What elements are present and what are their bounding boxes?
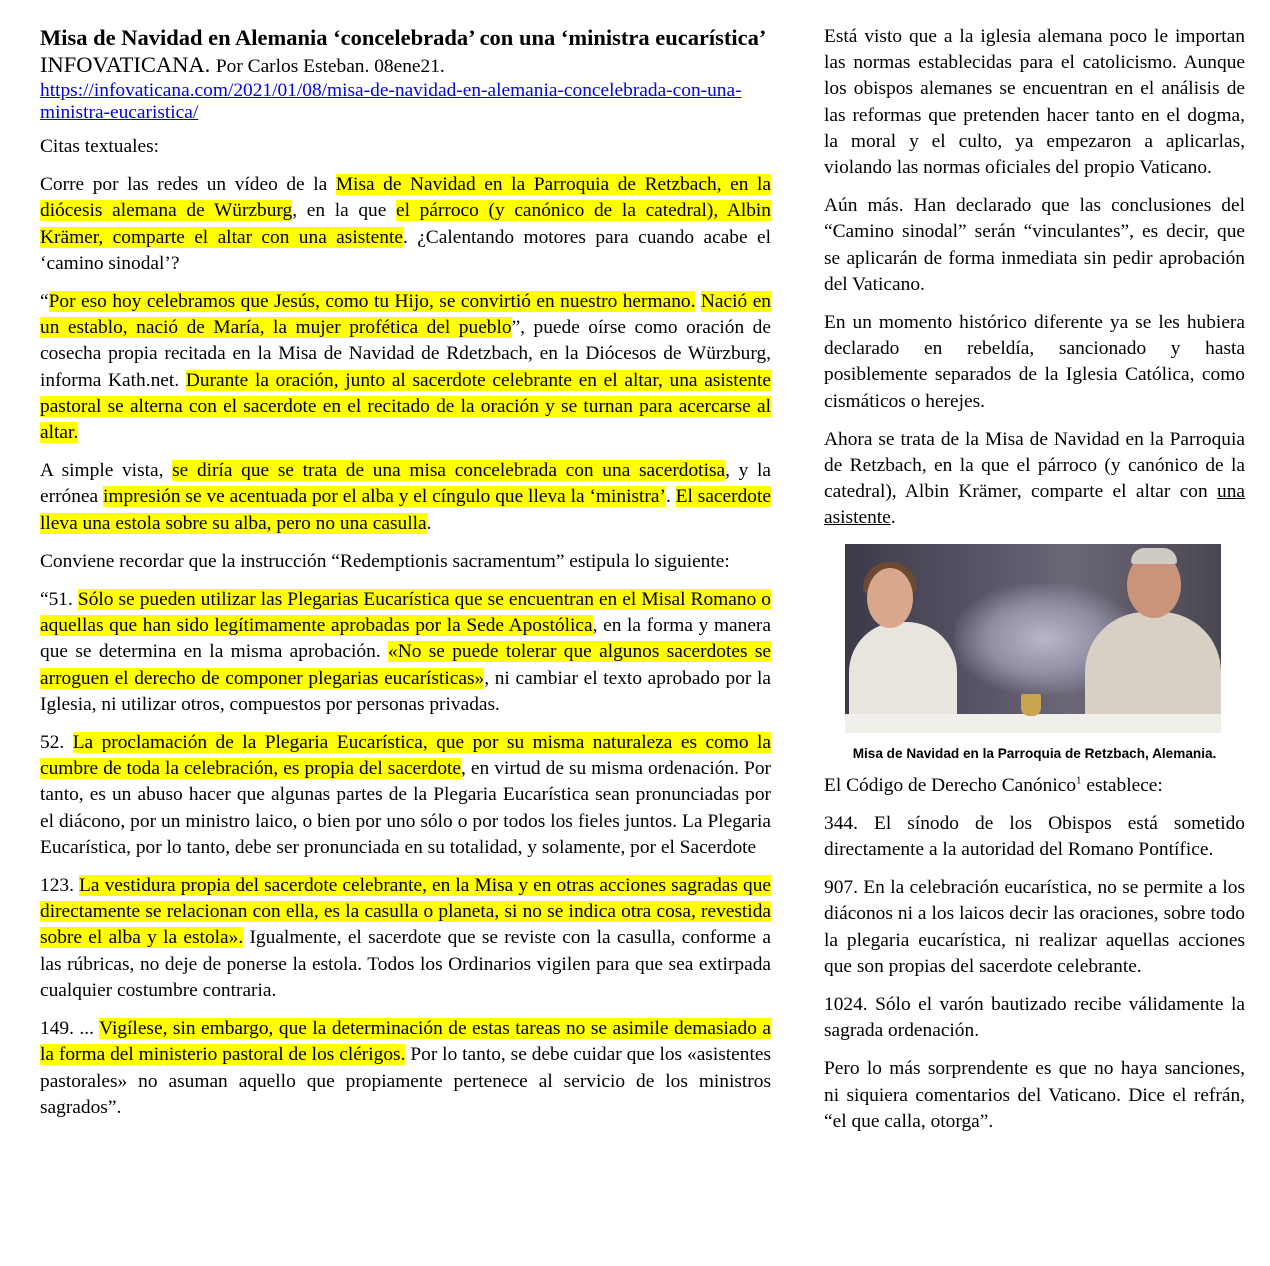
highlight: Durante la oración, junto al sacerdote celebrante en el altar, una asistente pastoral se alterna con el sacerdote en el recitado de la oración y se turnan para acercarse al altar.: [40, 369, 771, 444]
highlight: se diría que se trata de una misa concelebrada con una sacerdotisa: [172, 460, 726, 482]
paragraph-intro: Citas textuales:: [40, 136, 160, 157]
right-column: [824, 24, 1245, 1147]
chalice: [1021, 694, 1041, 716]
paragraph-instruction: Conviene recordar que la instrucción “Redemptionis sacramentum” estipula lo siguiente:: [40, 550, 730, 572]
highlight: Sólo se pueden utilizar las Plegarias Eucarística que se encuentran en el Misal Romano o aquellas que han sido legítimamente aprobadas por la Sede Apostólica: [40, 589, 772, 637]
mass-photo: [845, 544, 1221, 733]
altar: [845, 714, 1221, 733]
paragraph-video: Corre por las redes un vídeo de la Misa de Navidad en la Parroquia de Retzbach, en la diócesis alemana de Würzburg, en la que el párroco (y canónico de la catedral), Albin Krämer, comparte el altar con una asistente. ¿Calentando motores para cuando acabe el ‘camino sinodal’?: [40, 174, 772, 274]
paragraph-conclusion: Pero lo más sorprendente es que no haya sanciones, ni siquiera comentarios del Vaticano. Dice el refrán, “el que calla, otorga”.: [824, 1058, 1245, 1132]
highlight: impresión se ve acentuada por el alba y el cíngulo que lleva la ‘ministra’: [103, 486, 666, 508]
highlight: Nació en un establo, nació de María, la mujer profética del pueblo: [40, 291, 771, 339]
underlined-text: una asistente: [824, 481, 1245, 529]
source-url-line: [40, 80, 771, 124]
paragraph-retzbach: Ahora se trata de la Misa de Navidad en la Parroquia de Retzbach, en la que el párroco (y canónico de la catedral), Albin Krämer, comparte el altar con una asistente.: [824, 428, 1245, 529]
footnote-marker: 1: [1076, 774, 1082, 787]
highlight: Misa de Navidad en la Parroquia de Retzbach, en la diócesis alemana de Würzburg: [40, 174, 772, 222]
paragraph-historic: En un momento histórico diferente ya se les hubiera declarado en rebeldía, sancionado y hasta posiblemente separados de la Iglesia Católica, como cismáticos o herejes.: [824, 312, 1245, 412]
paragraph-canon-law: El Código de Derecho Canónico$^1$ establece:: [824, 774, 1163, 796]
paragraph-1024: 1024. Sólo el varón bautizado recibe válidamente la sagrada ordenación.: [824, 994, 1245, 1042]
highlight: La vestidura propia del sacerdote celebrante, en la Misa y en otras acciones sagradas que directamente se relacionan con ella, es la casulla o planeta, si no se indica otra cosa, revestida sobre el alba y la estola».: [40, 875, 772, 949]
byline: Por Carlos Esteban. 08ene21.: [215, 56, 445, 77]
highlight: «No se puede tolerar que algunos sacerdotes se arroguen el derecho de componer plegarias eucarísticas»: [40, 641, 771, 689]
paragraph-123: 123. La vestidura propia del sacerdote celebrante, en la Misa y en otras acciones sagradas que directamente se relacionan con ella, es la casulla o planeta, si no se indica otra cosa, revestida sobre el alba y la estola». Igualmente, el sacerdote que se reviste con la casulla, conforme a las rúbricas, no deje de ponerse la estola. Todos los Ordinarios vigilen para que sea extirpada cualquier costumbre contraria.: [40, 875, 772, 1001]
paragraph-german-church: Está visto que a la iglesia alemana poco le importan las normas establecidas para el catolicismo. Aunque los obispos alemanes se encuentran en el análisis de las reformas que pretenden hacer tanto en el dogma, la moral y el culto, ya empezaron a aplicarlas, violando las normas oficiales del propio Vaticano.: [824, 26, 1245, 179]
article-title: [40, 24, 771, 80]
photo-caption: Misa de Navidad en la Parroquia de Retzbach, Alemania.: [852, 745, 1217, 761]
paragraph-prayer: “Por eso hoy celebramos que Jesús, como tu Hijo, se convirtió en nuestro hermano. Nació en un establo, nació de María, la mujer profética del pueblo”, puede oírse como oración de cosecha propia recitada en la Misa de Navidad de Rdetzbach, en la Diócesos de Würzburg, informa Kath.net. Durante la oración, junto al sacerdote celebrante en el altar, una asistente pastoral se alterna con el sacerdote en el recitado de la oración y se turnan para acercarse al altar.: [40, 291, 771, 444]
paragraph-149: 149. ... Vigílese, sin embargo, que la determinación de estas tareas no se asimile demasiado a la forma del ministerio pastoral de los clérigos. Por lo tanto, se debe cuidar que los «asistentes pastorales» no asuman aquello que propiamente pertenece al servicio de los ministros sagrados”.: [40, 1018, 772, 1118]
highlight: Vigílese, sin embargo, que la determinación de estas tareas no se asimile demasiado a la forma del ministerio pastoral de los clérigos.: [40, 1018, 772, 1066]
highlight: El sacerdote lleva una estola sobre su alba, pero no una casulla: [40, 486, 771, 534]
paragraph-synodal: Aún más. Han declarado que las conclusiones del “Camino sinodal” serán “vinculantes”, es decir, que se aplicarán de forma inmediata sin pedir aprobación del Vaticano.: [824, 195, 1245, 295]
title-text: Misa de Navidad en Alemania ‘concelebrada’ con una ‘ministra eucarística’: [40, 25, 765, 50]
paragraph-52: 52. La proclamación de la Plegaria Eucarística, que por su misma naturaleza es como la cumbre de toda la celebración, es propia del sacerdote, en virtud de su misma ordenación. Por tanto, es un abuso hacer que algunas partes de la Plegaria Eucarística sean pronunciadas por el diácono, por un ministro laico, o bien por uno sólo o por todos los fieles juntos. La Plegaria Eucarística, por lo tanto, debe ser pronunciada en su totalidad, y solamente, por el Sacerdote: [40, 732, 772, 858]
paragraph-907: 907. En la celebración eucarística, no se permite a los diáconos ni a los laicos decir las oraciones, sobre todo la plegaria eucarística, ni realizar aquellas acciones que son propias del sacerdote celebrante.: [824, 877, 1245, 977]
highlight: el párroco (y canónico de la catedral), Albin Krämer, comparte el altar con una asistente: [40, 200, 771, 248]
left-column: [40, 24, 771, 1133]
assistant-face: [867, 568, 913, 628]
source-name: INFOVATICANA.: [40, 52, 211, 77]
highlight: La proclamación de la Plegaria Eucarística, que por su misma naturaleza es como la cumbre de toda la celebración, es propia del sacerdote: [40, 732, 771, 780]
paragraph-51: “51. Sólo se pueden utilizar las Plegarias Eucarística que se encuentran en el Misal Romano o aquellas que han sido legítimamente aprobadas por la Sede Apostólica, en la forma y manera que se determina en la misma aprobación. «No se puede tolerar que algunos sacerdotes se arroguen el derecho de componer plegarias eucarísticas», ni cambiar el texto aprobado por la Iglesia, ni utilizar otros, compuestos por personas privadas.: [40, 589, 772, 715]
source-link[interactable]: https://infovaticana.com/2021/01/08/misa-de-navidad-en-alemania-concelebrada-con-una-ministra-eucaristica/: [40, 80, 742, 123]
highlight: Por eso hoy celebramos que Jesús, como tu Hijo, se convirtió en nuestro hermano.: [48, 291, 696, 313]
paragraph-344: 344. El sínodo de los Obispos está sometido directamente a la autoridad del Romano Pontífice.: [824, 812, 1245, 861]
priest-hair: [1131, 548, 1177, 564]
paragraph-simple-view: A simple vista, se diría que se trata de una misa concelebrada con una sacerdotisa, y la errónea impresión se ve acentuada por el alba y el cíngulo que lleva la ‘ministra’. El sacerdote lleva una estola sobre su alba, pero no una casulla.: [40, 460, 771, 534]
